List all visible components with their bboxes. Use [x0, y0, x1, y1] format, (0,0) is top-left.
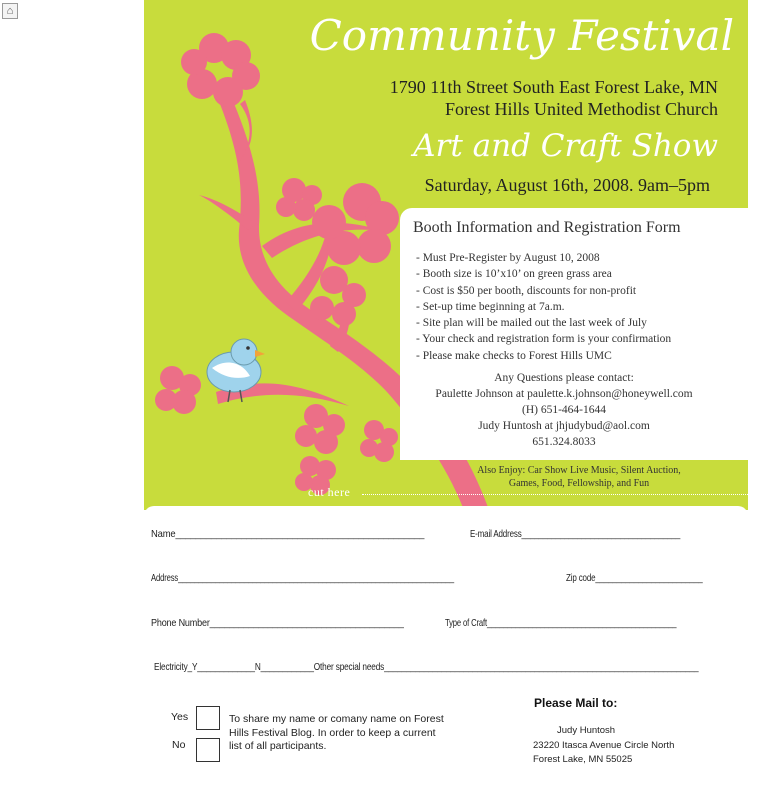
- address-line-1: 1790 11th Street South East Forest Lake, MN: [389, 77, 718, 97]
- yes-label: Yes: [171, 711, 189, 723]
- festival-title: Community Festival: [309, 11, 734, 60]
- list-item: - Your check and registration form is your confirmation: [416, 333, 672, 346]
- booth-info-heading: Booth Information and Registration Form: [413, 219, 681, 236]
- mail-street: 23220 Itasca Avenue Circle North: [533, 739, 675, 751]
- cut-here-label: cut here: [308, 485, 351, 499]
- address-line-2: Forest Hills United Methodist Church: [445, 99, 718, 119]
- contact-line: 651.324.8033: [532, 436, 596, 448]
- also-enjoy-line: Games, Food, Fellowship, and Fun: [508, 478, 650, 489]
- name-field[interactable]: Name_________________________________________________: [151, 528, 425, 540]
- blog-share-text: To share my name or comany name on Forest Hills Festival Blog. In order to keep a current list of all participants.: [229, 713, 444, 752]
- electricity-and-needs-field[interactable]: Electricity_Y_____________N____________Other special needs_______________________________________________________________________: [154, 661, 699, 673]
- contact-info: [400, 370, 728, 450]
- mail-name: Judy Huntosh: [557, 725, 616, 736]
- cut-line: [362, 494, 748, 495]
- contact-line: Judy Huntosh at jhjudybud@aol.com: [478, 420, 650, 432]
- type-of-craft-field[interactable]: Type of Craft______________________________________________: [445, 617, 677, 629]
- list-item: - Cost is $50 per booth, discounts for non-profit: [416, 284, 637, 297]
- zip-code-field[interactable]: Zip code_________________________: [566, 572, 703, 584]
- mail-to-heading: Please Mail to:: [534, 696, 618, 710]
- event-date: Saturday, August 16th, 2008. 9am–5pm: [424, 175, 710, 195]
- contact-line: (H) 651-464-1644: [522, 404, 606, 416]
- contact-heading: Any Questions please contact:: [494, 372, 634, 384]
- yes-checkbox[interactable]: [196, 706, 220, 730]
- list-item: - Set-up time beginning at 7a.m.: [416, 300, 565, 313]
- no-label: No: [172, 739, 186, 751]
- list-item: - Please make checks to Forest Hills UMC: [416, 349, 612, 362]
- form-top-edge: [144, 506, 748, 516]
- mail-address: [533, 724, 743, 768]
- email-field[interactable]: E-mail Address_____________________________________: [470, 528, 681, 540]
- phone-number-field[interactable]: Phone Number________________________________________: [151, 617, 404, 629]
- contact-line: Paulette Johnson at paulette.k.johnson@honeywell.com: [435, 388, 693, 400]
- event-address: [294, 76, 718, 120]
- also-enjoy-note: [450, 464, 708, 490]
- also-enjoy-line: Also Enjoy: Car Show Live Music, Silent Auction,: [477, 465, 681, 476]
- mail-city: Forest Lake, MN 55025: [533, 754, 633, 765]
- no-checkbox[interactable]: [196, 738, 220, 762]
- list-item: - Must Pre-Register by August 10, 2008: [416, 252, 600, 264]
- broken-image-icon: ⌂: [2, 3, 18, 19]
- booth-info-list: [416, 250, 746, 364]
- list-item: - Booth size is 10’x10’ on green grass area: [416, 268, 612, 281]
- show-subtitle: Art and Craft Show: [413, 128, 718, 164]
- address-field[interactable]: Address___________________________________________________________________: [151, 572, 454, 584]
- list-item: - Site plan will be mailed out the last week of July: [416, 317, 647, 330]
